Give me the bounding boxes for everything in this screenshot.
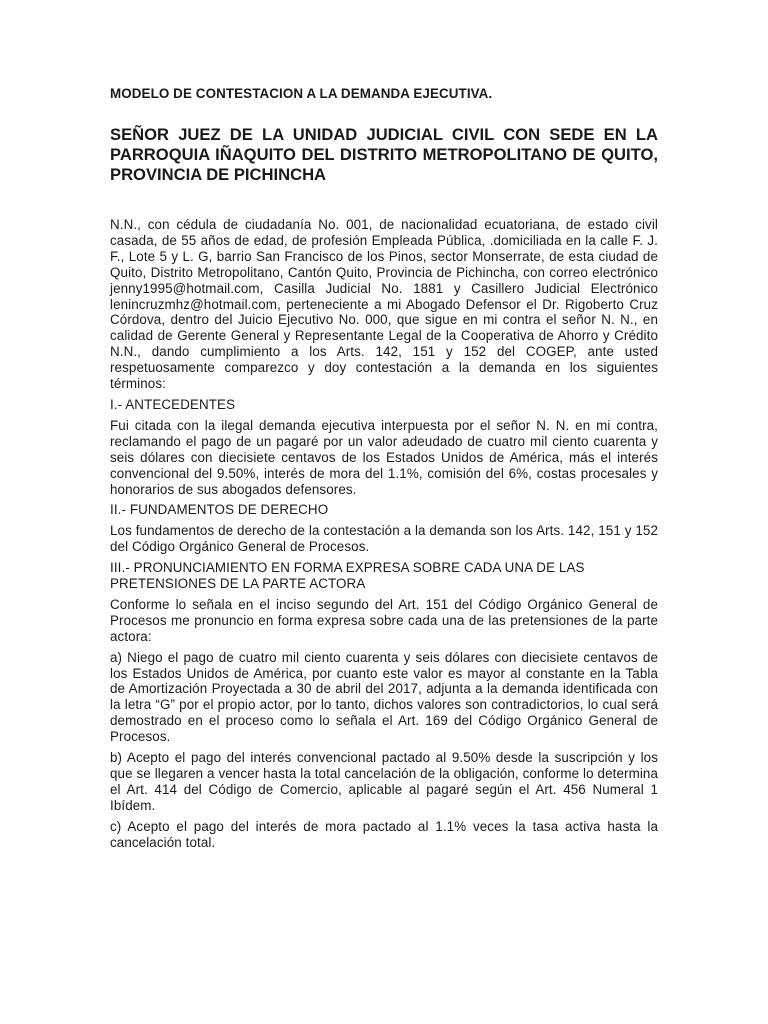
section-antecedentes-heading: I.- ANTECEDENTES: [110, 396, 236, 412]
document-page: [110, 86, 658, 856]
section-pronunciamiento-body: Conforme lo señala en el inciso segundo del Art. 151 del Código Orgánico General de Procesos me pronuncio en forma expresa sobre cada una de las pretensiones de la parte actora:: [110, 596, 658, 644]
section-pronunciamiento-heading: III.- PRONUNCIAMIENTO EN FORMA EXPRESA SOBRE CADA UNA DE LAS PRETENSIONES DE LA PARTE ACTORA: [110, 560, 585, 592]
section-antecedentes-body: Fui citada con la ilegal demanda ejecutiva interpuesta por el señor N. N. en mi contra, reclamando el pago de un pagaré por un valor adeudado de cuatro mil ciento cuarenta y seis dólares con diecisiete centavos de los Estados Unidos de América, más el interés convencional del 9.50%, interés de mora del 1.1%, comisión del 6%, costas procesales y honorarios de sus abogados defensores.: [110, 417, 658, 497]
item-a-paragraph: a) Niego el pago de cuatro mil ciento cuarenta y seis dólares con diecisiete centavos de los Estados Unidos de América, por cuanto este valor es mayor al constante en la Tabla de Amortización Proyectada a 30 de abril del 2017, adjunta a la demanda identificada con la letra “G” por el propio actor, por lo tanto, dichos valores son contradictorios, lo cual será demostrado en el proceso como lo señala el Art. 169 del Código Orgánico General de Procesos.: [110, 649, 658, 745]
intro-paragraph: N.N., con cédula de ciudadanía No. 001, de nacionalidad ecuatoriana, de estado civil casada, de 55 años de edad, de profesión Empleada Pública, .domiciliada en la calle F. J. F., Lote 5 y L. G, barrio San Francisco de los Pinos, sector Monserrate, de esta ciudad de Quito, Distrito Metropolitano, Cantón Quito, Provincia de Pichincha, con correo electrónico jenny1995@hotmail.com, Casilla Judicial No. 1881 y Casillero Judicial Electrónico lenincruzmhz@hotmail.com, perteneciente a mi Abogado Defensor el Dr. Rigoberto Cruz Córdova, dentro del Juicio Ejecutivo No. 000, que sigue en mi contra el señor N. N., en calidad de Gerente General y Representante Legal de la Cooperativa de Ahorro y Crédito N.N., dando cumplimiento a los Arts. 142, 151 y 152 del COGEP, ante usted respetuosamente comparezco y doy contestación a la demanda en los siguientes términos:: [110, 217, 658, 392]
document-title: MODELO DE CONTESTACION A LA DEMANDA EJECUTIVA.: [110, 86, 493, 101]
item-c-paragraph: c) Acepto el pago del interés de mora pactado al 1.1% veces la tasa activa hasta la cancelación total.: [110, 818, 658, 850]
section-fundamentos-body: Los fundamentos de derecho de la contestación a la demanda son los Arts. 142, 151 y 152 del Código Orgánico General de Procesos.: [110, 523, 658, 555]
section-fundamentos-heading: II.- FUNDAMENTOS DE DERECHO: [110, 502, 329, 518]
item-b-paragraph: b) Acepto el pago del interés convencional pactado al 9.50% desde la suscripción y los que se llegaren a vencer hasta la total cancelación de la obligación, conforme lo determina el Art. 414 del Código de Comercio, aplicable al pagaré según el Art. 456 Numeral 1 Ibídem.: [110, 750, 658, 813]
addressee-heading: SEÑOR JUEZ DE LA UNIDAD JUDICIAL CIVIL CON SEDE EN LA PARROQUIA IÑAQUITO DEL DISTRITO METROPOLITANO DE QUITO, PROVINCIA DE PICHINCHA: [110, 125, 658, 184]
